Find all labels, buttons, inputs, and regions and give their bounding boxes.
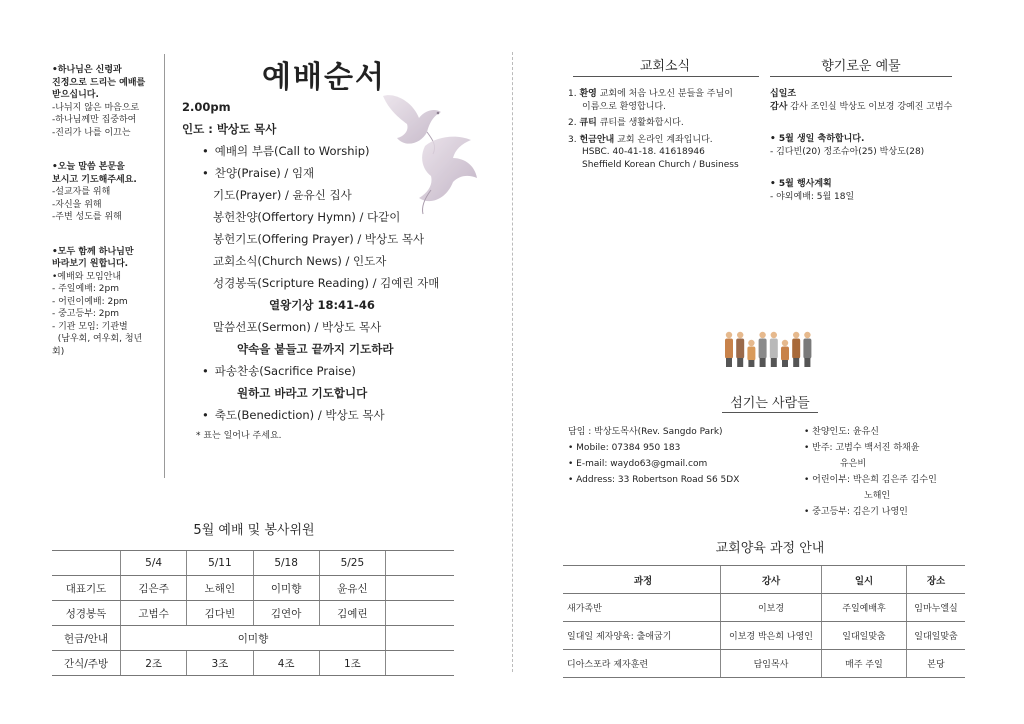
education-cell: 주일예배후 [822, 594, 907, 622]
person-body [781, 347, 789, 361]
schedule-date: 5/25 [319, 551, 385, 576]
sidebar-prayer-block [52, 161, 160, 224]
schedule-cell: 김예린 [319, 601, 385, 626]
news-item-line: Sheffield Korean Church / Business [582, 159, 739, 170]
worship-title: 예배순서 [262, 60, 386, 95]
service-item: • 예배의 부름(Call to Worship) [182, 140, 482, 162]
pastor-line: 담임 : 박상도목사(Rev. Sangdo Park) [568, 427, 723, 437]
education-cell: 이보경 [721, 594, 822, 622]
news-item [568, 134, 764, 172]
schedule-cell: 윤유신 [319, 576, 385, 601]
person-head [748, 340, 754, 346]
person-legs [748, 360, 754, 367]
person-body [792, 339, 800, 359]
schedule-table [52, 550, 454, 676]
person-head [793, 332, 799, 338]
sidebar-line: •예배와 모임안내 [52, 271, 122, 282]
sidebar-line: - 기관 모임: 기관별 [52, 321, 128, 332]
schedule-row [52, 626, 454, 651]
education-cell: 새가족반 [563, 594, 721, 622]
offering-title: 향기로운 예물 [821, 59, 901, 74]
service-leader: 인도 : 박상도 목사 [182, 122, 277, 136]
education-cell: 본당 [907, 650, 966, 678]
schedule-role: 성경봉독 [52, 601, 121, 626]
servants-contact [568, 424, 788, 488]
tithe-label: 십일조 [770, 89, 797, 99]
schedule-empty-cell [386, 576, 455, 601]
schedule-title: 5월 예배 및 봉사위원 [193, 523, 315, 538]
news-item-line [568, 117, 764, 130]
sidebar-line: - 어린이예배: 2pm [52, 296, 128, 307]
schedule-empty-cell [386, 651, 455, 676]
person-body [770, 339, 778, 359]
schedule-merged-cell: 이미향 [121, 626, 386, 651]
birthday-head: • 5월 생일 축하합니다. [770, 134, 865, 144]
contact-line: • E-mail: waydo63@gmail.com [568, 459, 708, 469]
schedule-empty-cell [386, 551, 455, 576]
contact-line: • Address: 33 Robertson Road S6 5DX [568, 475, 740, 485]
schedule-role: 헌금/안내 [52, 626, 121, 651]
person-body [803, 339, 811, 359]
news-item-number: 2. [568, 118, 577, 128]
news-item-line: HSBC. 40-41-18. 41618946 [582, 147, 705, 157]
sidebar-worship-block [52, 64, 160, 139]
sidebar-line: -진리가 나를 이끄는 [52, 127, 131, 138]
schedule-empty-cell [386, 601, 455, 626]
person-legs [737, 358, 743, 367]
schedule-cell: 이미향 [253, 576, 319, 601]
sidebar-line: -자신을 위해 [52, 199, 102, 210]
person-body [747, 347, 755, 361]
education-header-row [563, 566, 965, 594]
schedule-row [52, 651, 454, 676]
news-item-head: 큐티 [579, 118, 597, 128]
sidebar-line: •모두 함께 하나님만 [52, 246, 134, 257]
news-item [568, 117, 764, 130]
service-item: 봉헌기도(Offering Prayer) / 박상도 목사 [213, 232, 425, 246]
service-item: • 찬양(Praise) / 임재 [182, 162, 482, 184]
news-item-line [568, 134, 764, 147]
news-item-text: 큐티를 생활화합시다. [599, 118, 684, 128]
person-head [804, 332, 810, 338]
education-cell: 일대일 제자양육: 출애굽기 [563, 622, 721, 650]
news-item-number: 3. [568, 134, 577, 145]
schedule-date: 5/18 [253, 551, 319, 576]
news-item-text: 교회에 처음 나오신 분들을 주님이 [599, 89, 733, 99]
role-line: • 찬양인도: 윤유신 [804, 427, 879, 437]
sidebar-meeting-block [52, 246, 160, 359]
offering-title-rule [770, 76, 952, 77]
role-line: • 중고등부: 김은기 나영인 [804, 507, 908, 517]
service-item: 열왕기상 18:41-46 [269, 298, 375, 312]
sidebar-line: -설교자를 위해 [52, 187, 111, 197]
person-body [725, 339, 733, 359]
person-head [782, 340, 788, 346]
education-cell: 일대일맞춤 [822, 622, 907, 650]
sidebar [52, 64, 160, 372]
person-legs [726, 358, 732, 367]
education-table [563, 565, 965, 678]
schedule-row [52, 601, 454, 626]
person-head [759, 332, 765, 338]
schedule-cell: 4조 [253, 651, 319, 676]
education-header: 과정 [563, 566, 721, 594]
sidebar-line: -주변 성도를 위해 [52, 212, 122, 222]
schedule-role: 대표기도 [52, 576, 121, 601]
person-head [726, 332, 732, 338]
schedule-date: 5/11 [187, 551, 253, 576]
education-header: 강사 [721, 566, 822, 594]
thanks-line [770, 101, 960, 114]
service-item: 봉헌찬양(Offertory Hymn) / 다같이 [213, 210, 401, 224]
schedule-corner-cell [52, 551, 121, 576]
schedule-cell: 3조 [187, 651, 253, 676]
sidebar-divider [164, 54, 165, 478]
role-line: • 어린이부: 박은희 김은주 김수인 [804, 475, 937, 485]
schedule-cell: 김은주 [121, 576, 187, 601]
service-item: 말씀선포(Sermon) / 박상도 목사 [213, 320, 382, 334]
education-cell: 매주 주일 [822, 650, 907, 678]
person-legs [793, 358, 799, 367]
servants-roles [804, 424, 974, 520]
sidebar-line: •하나님은 신령과 [52, 65, 122, 75]
birthday-line: - 김다빈(20) 정조슈아(25) 박상도(28) [770, 146, 925, 157]
service-item: 교회소식(Church News) / 인도자 [213, 254, 387, 268]
news-item-line [568, 88, 764, 101]
servants-title-rule [722, 412, 818, 413]
person-head [737, 332, 743, 338]
schedule-cell: 김연아 [253, 601, 319, 626]
schedule-cell: 1조 [319, 651, 385, 676]
news-item-head: 헌금안내 [579, 134, 615, 145]
person-head [771, 332, 777, 338]
education-header: 장소 [907, 566, 966, 594]
service-time: 2.00pm [182, 100, 231, 114]
servants-title: 섬기는 사람들 [730, 396, 810, 411]
news-item-number: 1. [568, 89, 577, 99]
schedule-row [52, 576, 454, 601]
education-cell: 일대일맞춤 [907, 622, 966, 650]
person-body [759, 339, 767, 359]
thanks-label: 감사 [770, 101, 788, 112]
sidebar-line: 진정으로 드리는 예배를 [52, 77, 146, 88]
role-line: 유은비 [840, 459, 867, 469]
service-item: • 파송찬송(Sacrifice Praise) [182, 360, 482, 382]
education-row [563, 594, 965, 622]
sidebar-line: 받으십니다. [52, 90, 99, 100]
education-cell: 이보경 박은희 나영인 [721, 622, 822, 650]
order-of-service [182, 96, 482, 446]
sidebar-line: •오늘 말씀 본문을 [52, 162, 125, 172]
page-fold-line [512, 52, 513, 672]
people-icon [725, 332, 811, 367]
service-item: • 축도(Benediction) / 박상도 목사 [182, 404, 482, 426]
schedule-cell: 고범수 [121, 601, 187, 626]
schedule-cell: 노해인 [187, 576, 253, 601]
sidebar-line: 회) [52, 346, 65, 357]
education-cell: 담임목사 [721, 650, 822, 678]
education-header: 일시 [822, 566, 907, 594]
events-head: • 5월 행사계획 [770, 179, 832, 189]
news-item-line: 이름으로 환영합니다. [582, 101, 666, 112]
service-item: 기도(Prayer) / 윤유신 집사 [213, 188, 352, 202]
schedule-role: 간식/주방 [52, 651, 121, 676]
news-title-rule [573, 76, 759, 77]
sidebar-line: 바라보기 원합니다. [52, 259, 129, 269]
person-legs [771, 358, 777, 367]
news-item [568, 88, 764, 113]
service-item: 성경봉독(Scripture Reading) / 김예린 자매 [213, 276, 440, 290]
role-line: 노해인 [864, 491, 891, 501]
schedule-cell: 2조 [121, 651, 187, 676]
schedule-cell: 김다빈 [187, 601, 253, 626]
education-cell: 디아스포라 제자훈련 [563, 650, 721, 678]
schedule-date: 5/4 [121, 551, 187, 576]
schedule-header-row [52, 551, 454, 576]
person-legs [760, 358, 766, 367]
sidebar-line: 보시고 기도해주세요. [52, 174, 137, 185]
thanks-names: 감사 조인실 박상도 이보경 강예진 고범수 [790, 101, 953, 112]
service-item: 원하고 바라고 기도합니다 [237, 386, 368, 400]
service-item: 약속을 붙들고 끝까지 기도하라 [237, 342, 394, 356]
news-list [568, 88, 764, 171]
education-cell: 임마누엘실 [907, 594, 966, 622]
standing-note: * 표는 일어나 주세요. [196, 431, 282, 441]
sidebar-line: - 중고등부: 2pm [52, 309, 119, 319]
education-title: 교회양육 과정 안내 [715, 541, 825, 556]
person-legs [804, 358, 810, 367]
education-row [563, 650, 965, 678]
sidebar-line: -하나님께만 집중하여 [52, 115, 137, 125]
offering-list [770, 88, 960, 203]
sidebar-line: (남우회, 여우회, 청년 [52, 334, 143, 344]
education-row [563, 622, 965, 650]
news-item-head: 환영 [579, 89, 597, 99]
sidebar-line: -나뉘지 않은 마음으로 [52, 102, 140, 113]
service-items [182, 140, 482, 426]
family-illustration [723, 328, 815, 368]
events-line: - 야외예배: 5월 18일 [770, 191, 855, 202]
sidebar-line: - 주일예배: 2pm [52, 284, 119, 294]
role-line: • 반주: 고범수 백서진 하채윤 [804, 443, 920, 453]
person-body [736, 339, 744, 359]
news-title: 교회소식 [639, 59, 691, 74]
contact-line: • Mobile: 07384 950 183 [568, 443, 681, 453]
person-legs [782, 360, 788, 367]
news-item-text: 교회 온라인 계좌입니다. [617, 134, 713, 145]
schedule-empty-cell [386, 626, 455, 651]
